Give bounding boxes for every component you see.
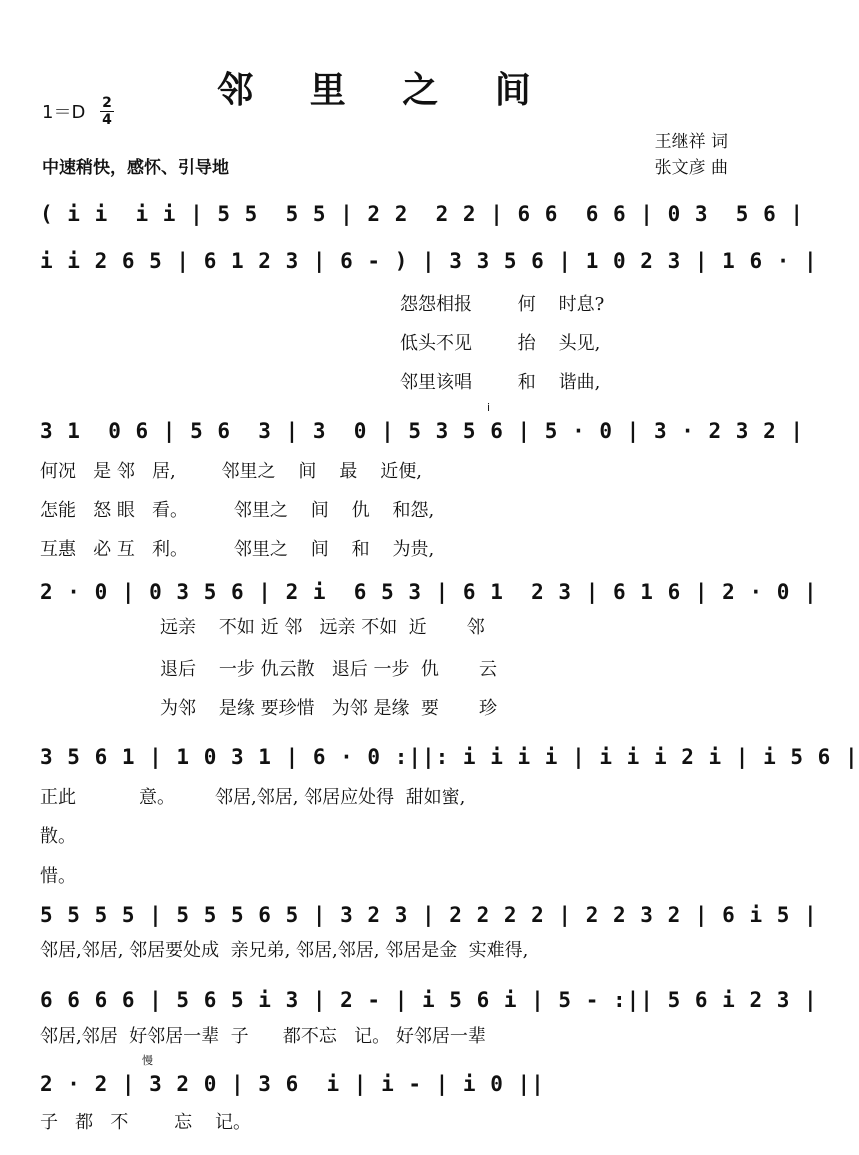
- lyric-line: 惜。: [40, 866, 76, 887]
- lyricist-credit: 王继祥 词: [654, 132, 728, 152]
- staff-line-6: 5 5 5 5 | 5 5 5 6 5 | 3 2 3 | 2 2 2 2 | 2 2 3 2 | 6 i 5 |: [40, 903, 818, 927]
- lyric-line: 正此 意。 邻居,邻居, 邻居应处得 甜如蜜,: [40, 787, 466, 808]
- lyric-line: 怨怨相报 何 时息?: [400, 294, 605, 315]
- grace-note: i: [487, 401, 491, 414]
- lyric-line: 远亲 不如 近 邻 远亲 不如 近 邻: [160, 617, 485, 638]
- staff-line-3: 3 1 0 6 | 5 6 3 | 3 0 | 5 3 5 6 | 5 · 0 | 3 · 2 3 2 |: [40, 419, 805, 443]
- lyric-line: 退后 一步 仇云散 退后 一步 仇 云: [160, 659, 497, 680]
- staff-line-5: 3 5 6 1 | 1 0 3 1 | 6 · 0 :||: i i i i | i i i 2 i | i 5 6 |: [40, 745, 859, 769]
- song-title: 邻 里 之 间: [217, 69, 553, 111]
- staff-line-1: ( i i i i | 5 5 5 5 | 2 2 2 2 | 6 6 6 6 | 0 3 5 6 |: [40, 202, 805, 226]
- lyric-line: 子 都 不 忘 记。: [40, 1112, 251, 1133]
- lyric-line: 邻里该唱 和 谐曲,: [400, 372, 601, 393]
- lyric-line: 互惠 必 互 利。 邻里之 间 和 为贵,: [40, 539, 435, 560]
- tempo-marking: 中速稍快，感怀、引导地: [42, 158, 229, 178]
- staff-line-4: 2 · 0 | 0 3 5 6 | 2 i 6 5 3 | 6 1 2 3 | 6 1 6 | 2 · 0 |: [40, 580, 818, 604]
- key-signature: 1＝D: [42, 102, 86, 123]
- slow-marking: 慢: [142, 1054, 153, 1067]
- staff-line-2: i i 2 6 5 | 6 1 2 3 | 6 - ) | 3 3 5 6 | 1 0 2 3 | 1 6 · |: [40, 249, 818, 273]
- lyric-line: 为邻 是缘 要珍惜 为邻 是缘 要 珍: [160, 698, 497, 719]
- meter-bottom: 4: [102, 112, 112, 128]
- lyric-line: 何况 是 邻 居, 邻里之 间 最 近便,: [40, 461, 422, 482]
- lyric-line: 低头不见 抬 头见,: [400, 333, 601, 354]
- meter-top: 2: [102, 95, 112, 111]
- time-signature: [100, 96, 114, 127]
- lyric-line: 邻居,邻居 好邻居一辈 子 都不忘 记。 好邻居一辈: [40, 1026, 486, 1047]
- staff-line-7: 6 6 6 6 | 5 6 5 i 3 | 2 - | i 5 6 i | 5 - :|| 5 6 i 2 3 |: [40, 988, 818, 1012]
- lyric-line: 散。: [40, 826, 76, 847]
- lyric-line: 邻居,邻居, 邻居要处成 亲兄弟, 邻居,邻居, 邻居是金 实难得,: [40, 940, 529, 961]
- composer-credit: 张文彦 曲: [654, 158, 728, 178]
- staff-line-8: 2 · 2 | 3 2 0 | 3 6 i | i - | i 0 ||: [40, 1072, 545, 1096]
- lyric-line: 怎能 怒 眼 看。 邻里之 间 仇 和怨,: [40, 500, 435, 521]
